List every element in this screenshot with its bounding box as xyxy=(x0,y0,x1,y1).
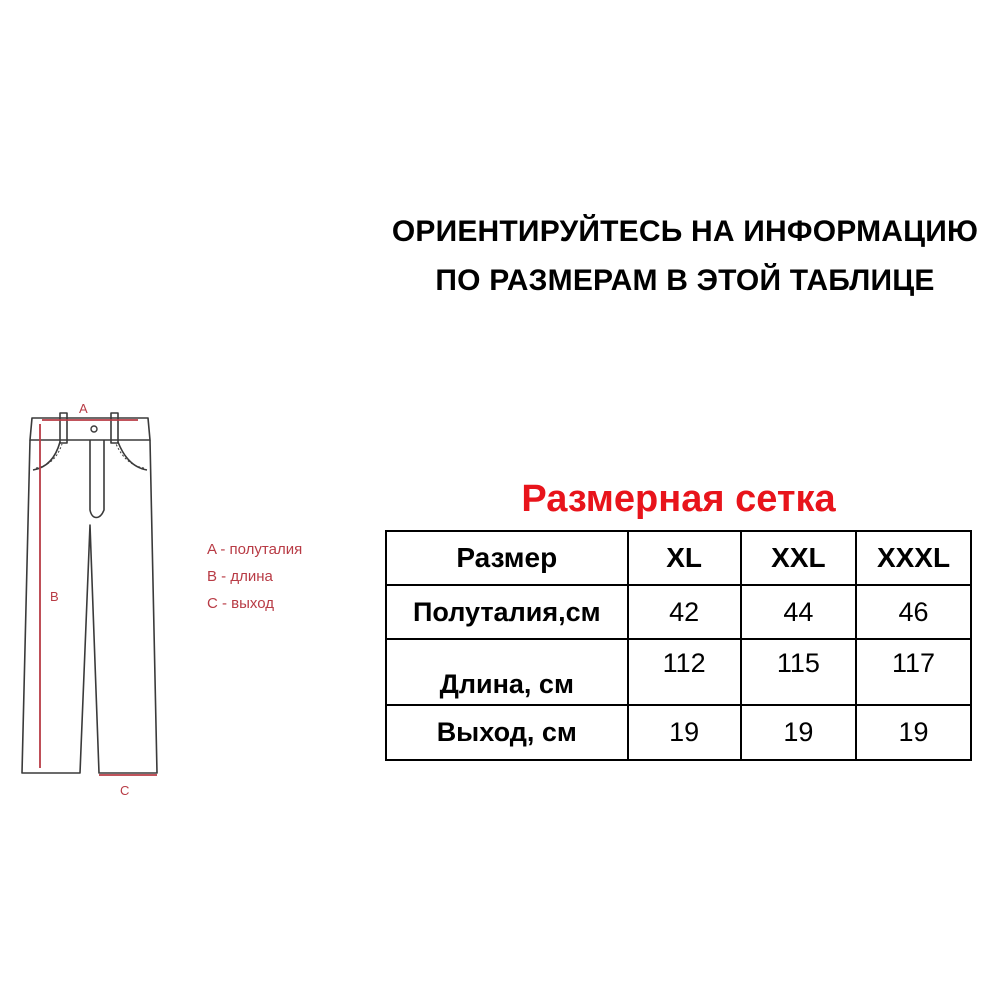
row-label-half-waist: Полуталия,см xyxy=(386,585,628,639)
legend-c: C - выход xyxy=(207,595,275,612)
table-cell: 44 xyxy=(741,585,856,639)
table-cell: 19 xyxy=(856,705,971,760)
marker-a: A xyxy=(79,401,88,416)
table-cell: 46 xyxy=(856,585,971,639)
header-cell-size: Размер xyxy=(386,531,628,585)
table-header-row xyxy=(386,531,971,585)
table-row xyxy=(386,585,971,639)
table-cell: 117 xyxy=(856,639,971,705)
trousers-diagram xyxy=(0,380,190,810)
table-row xyxy=(386,705,971,760)
button-icon xyxy=(91,426,97,432)
heading-line-2: ПО РАЗМЕРАМ В ЭТОЙ ТАБЛИЦЕ xyxy=(435,264,935,297)
row-label-leg-opening: Выход, см xyxy=(386,705,628,760)
table-row xyxy=(386,639,971,705)
table-cell: 115 xyxy=(741,639,856,705)
waistband-outline xyxy=(30,418,150,440)
heading-line-1: ОРИЕНТИРУЙТЕСЬ НА ИНФОРМАЦИЮ xyxy=(391,215,979,248)
legend-b: B - длина xyxy=(207,568,273,585)
pocket-left xyxy=(33,442,60,470)
marker-c: C xyxy=(120,783,130,798)
legend-a: A - полуталия xyxy=(207,541,303,558)
row-label-length: Длина, см xyxy=(386,639,628,705)
size-chart-title: Размерная сетка xyxy=(521,478,836,520)
table-cell: 112 xyxy=(628,639,741,705)
header-cell-xxl: XXL xyxy=(741,531,856,585)
fly xyxy=(90,440,104,518)
table-cell: 19 xyxy=(628,705,741,760)
table-cell: 19 xyxy=(741,705,856,760)
header-cell-xl: XL xyxy=(628,531,741,585)
table-cell: 42 xyxy=(628,585,741,639)
pocket-right xyxy=(118,442,147,470)
marker-b: B xyxy=(50,589,59,604)
header-cell-xxxl: XXXL xyxy=(856,531,971,585)
size-table xyxy=(385,530,972,761)
